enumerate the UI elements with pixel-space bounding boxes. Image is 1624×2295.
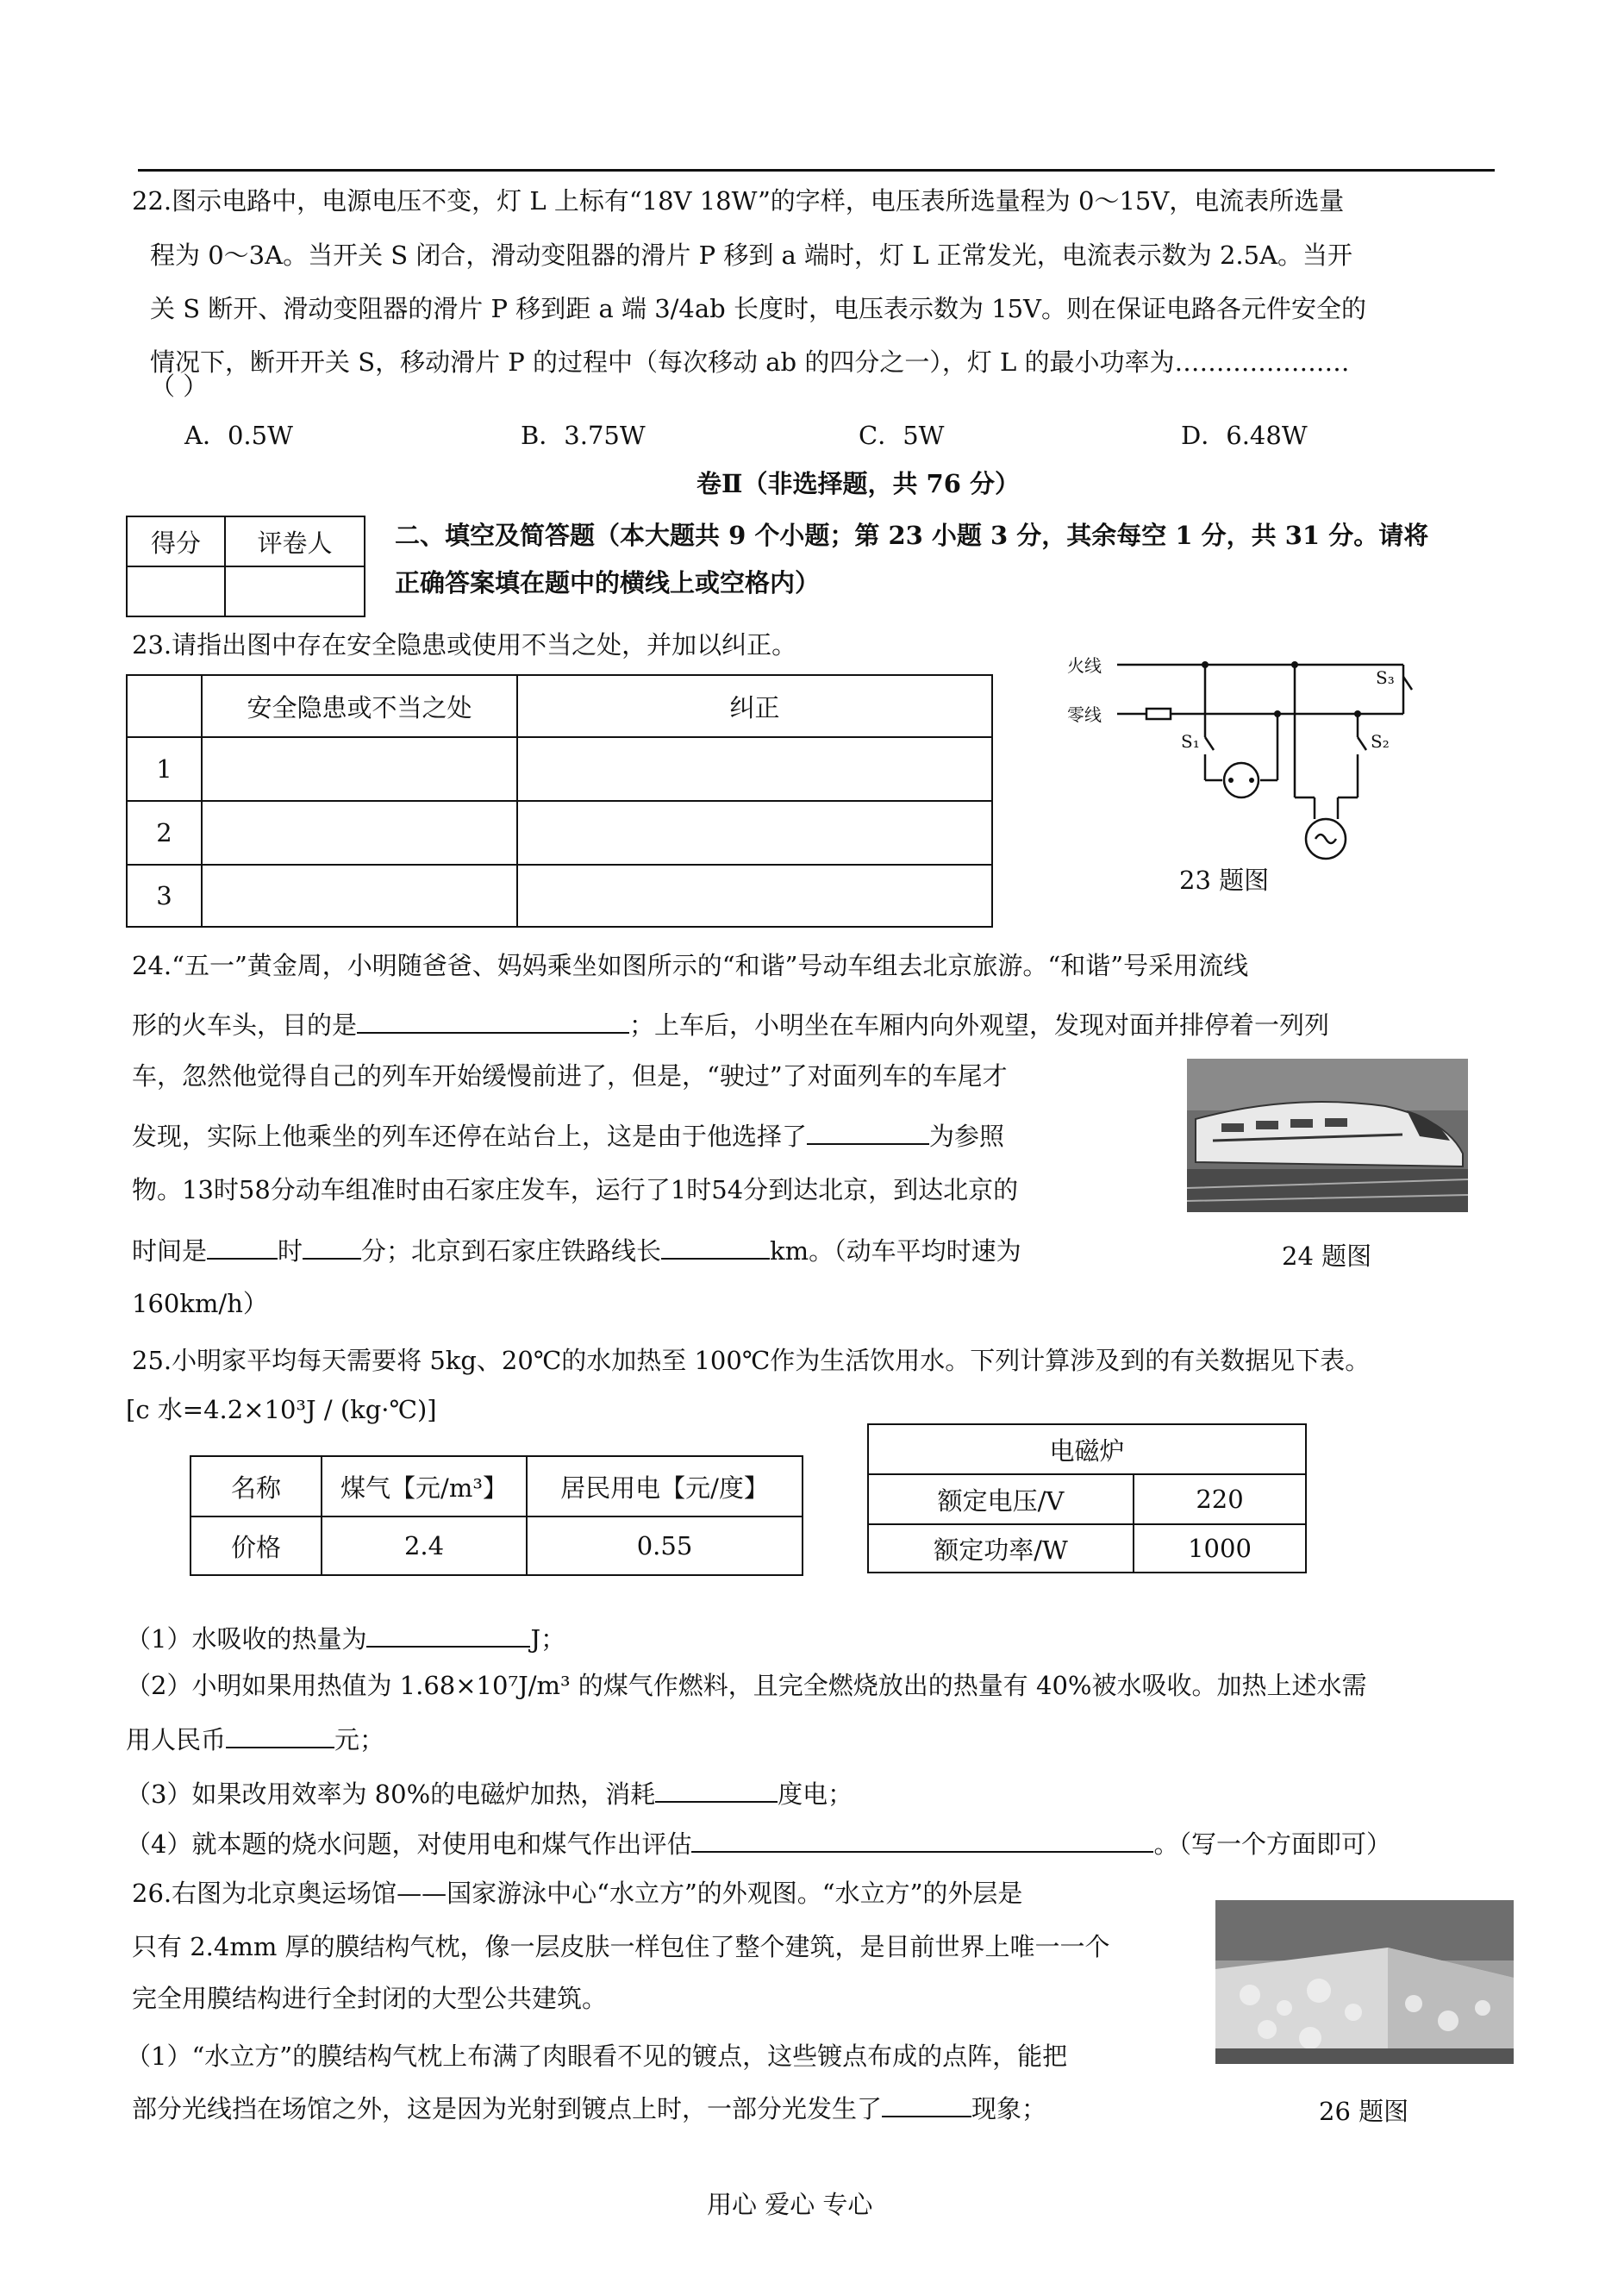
cooker-power-label: 额定功率/W (868, 1524, 1134, 1573)
q25-blank-evaluation[interactable] (691, 1827, 1153, 1853)
q24-line4-start: 发现，实际上他乘坐的列车还停在站台上，这是由于他选择了 (132, 1122, 808, 1151)
q26-blank-phenomenon[interactable] (882, 2092, 971, 2117)
q24-line5: 物。13时58分动车组准时由石家庄发车，运行了1时54分到达北京，到达北京的 (132, 1175, 1019, 1204)
q23-correction-cell[interactable] (517, 801, 992, 865)
price-electricity-value: 0.55 (527, 1516, 803, 1575)
q24-line4 (132, 1119, 1004, 1149)
q25-sub4 (126, 1827, 1391, 1857)
q24-line7: 160km/h） (132, 1289, 268, 1318)
q22-line2: 程为 0～3A。当开关 S 闭合，滑动变阻器的滑片 P 移到 a 端时，灯 L 正常发光，电流表示数为 2.5A。当开 (150, 241, 1353, 270)
q25-blank-heat[interactable] (366, 1622, 530, 1648)
q26-sub1-line2 (132, 2092, 1046, 2122)
q22-option-c: C．5W (859, 421, 945, 450)
page-footer: 用心 爱心 专心 (707, 2190, 873, 2219)
q24-line2-end: ；上车后，小明坐在车厢内向外观望，发现对面并排停着一列列 (629, 1010, 1330, 1040)
switch-s2-label: S₂ (1371, 731, 1390, 752)
q23-figure-caption: 23 题图 (1179, 866, 1270, 895)
q24-line2 (132, 1008, 1329, 1038)
q23-correction-cell[interactable] (517, 865, 992, 927)
price-header-gas: 煤气【元/m³】 (322, 1456, 527, 1516)
neutral-wire-label: 零线 (1067, 704, 1102, 725)
q26-line3: 完全用膜结构进行全封闭的大型公共建筑。 (132, 1984, 608, 2013)
q24-blank-minute[interactable] (303, 1234, 361, 1260)
q23-answer-table (126, 674, 993, 928)
q22-line4: 情况下，断开开关 S，移动滑片 P 的过程中（每次移动 ab 的四分之一），灯 L 的最小功率为………………… (150, 347, 1350, 377)
q25-sub4-start: （4）就本题的烧水问题，对使用电和煤气作出评估 (126, 1829, 692, 1859)
price-table (190, 1455, 803, 1576)
q24-line6-start: 时间是 (132, 1236, 208, 1266)
cooker-power-value: 1000 (1134, 1524, 1306, 1573)
q24-blank-distance[interactable] (661, 1234, 770, 1260)
q23-correction-cell[interactable] (517, 737, 992, 801)
score-cell (127, 566, 225, 616)
q25-blank-cost[interactable] (226, 1723, 334, 1748)
price-header-electricity: 居民用电【元/度】 (527, 1456, 803, 1516)
q22-option-a: A．0.5W (184, 421, 293, 450)
q22-option-d: D．6.48W (1181, 421, 1308, 450)
q23-header-correction: 纠正 (517, 675, 992, 737)
q24-line4-end: 为参照 (929, 1122, 1005, 1151)
q24-line1: 24.“五一”黄金周，小明随爸爸、妈妈乘坐如图所示的“和谐”号动车组去北京旅游。“和谐”号采用流线 (132, 951, 1249, 980)
score-table (126, 516, 365, 617)
q25-sub3 (126, 1777, 853, 1807)
q23-hazard-cell[interactable] (202, 801, 517, 865)
q22-line1: 22.图示电路中，电源电压不变，灯 L 上标有“18V 18W”的字样，电压表所选量程为 0～15V，电流表所选量 (132, 186, 1345, 216)
q25-sub2-line1: （2）小明如果用热值为 1.68×10⁷J/m³ 的煤气作燃料，且完全燃烧放出的热量有 40%被水吸收。加热上述水需 (126, 1671, 1367, 1700)
q22-answer-bracket: （ ） (150, 372, 209, 401)
price-row-label: 价格 (191, 1516, 322, 1575)
q26-sub1-end: 现象； (971, 2094, 1047, 2123)
q25-sub1-end: J； (530, 1624, 566, 1654)
grader-header: 评卷人 (225, 516, 365, 566)
q22-option-b: B．3.75W (521, 421, 646, 450)
price-header-name: 名称 (191, 1456, 322, 1516)
q24-line6-mid: 分；北京到石家庄铁路线长 (361, 1236, 662, 1266)
q23-header-index (127, 675, 202, 737)
q25-specific-heat: [c 水=4.2×10³J / (kg·℃)] (126, 1395, 437, 1424)
q26-sub1-start: 部分光线挡在场馆之外，这是因为光射到镀点上时，一部分光发生了 (132, 2094, 883, 2123)
q23-header-hazard: 安全隐患或不当之处 (202, 675, 517, 737)
induction-cooker-table (867, 1423, 1307, 1573)
q23-row-index: 1 (127, 737, 202, 801)
q25-sub4-end: 。（写一个方面即可） (1153, 1829, 1391, 1859)
q23-row-index: 3 (127, 865, 202, 927)
switch-s1-label: S₁ (1181, 731, 1200, 752)
q23-circuit-diagram (1060, 642, 1422, 866)
section-2-heading-line2: 正确答案填在题中的横线上或空格内） (395, 568, 821, 597)
live-wire-label: 火线 (1067, 655, 1102, 676)
price-gas-value: 2.4 (322, 1516, 527, 1575)
q24-figure-caption: 24 题图 (1282, 1241, 1372, 1271)
q26-line2: 只有 2.4mm 厚的膜结构气枕，像一层皮肤一样包住了整个建筑，是目前世界上唯一一个 (132, 1932, 1110, 1961)
q26-line1: 26.右图为北京奥运场馆——国家游泳中心“水立方”的外观图。“水立方”的外层是 (132, 1879, 1023, 1908)
cooker-title: 电磁炉 (868, 1424, 1306, 1474)
q25-sub2-start: 用人民币 (126, 1725, 227, 1754)
q24-blank-reference[interactable] (807, 1119, 929, 1145)
q25-sub2-end: 元； (334, 1725, 385, 1754)
q24-line6-end: km。（动车平均时速为 (770, 1236, 1021, 1266)
cooker-voltage-value: 220 (1134, 1474, 1306, 1524)
section-2-heading-line1: 二、填空及简答题（本大题共 9 个小题；第 23 小题 3 分，其余每空 1 分，共 31 分。请将 (395, 521, 1429, 550)
q23-prompt: 23.请指出图中存在安全隐患或使用不当之处，并加以纠正。 (132, 630, 797, 660)
water-cube-photo (1215, 1900, 1514, 2064)
q25-line1: 25.小明家平均每天需要将 5kg、20℃的水加热至 100℃作为生活饮用水。下列计算涉及到的有关数据见下表。 (132, 1346, 1371, 1375)
q26-sub1-line1: （1）“水立方”的膜结构气枕上布满了肉眼看不见的镀点，这些镀点布成的点阵，能把 (126, 2042, 1068, 2071)
switch-s3-label: S₃ (1376, 667, 1395, 688)
cooker-voltage-label: 额定电压/V (868, 1474, 1134, 1524)
q24-line2-start: 形的火车头，目的是 (132, 1010, 358, 1040)
section-2-title: 卷Ⅱ（非选择题，共 76 分） (696, 469, 1020, 498)
q24-line6-hour: 时 (278, 1236, 303, 1266)
header-rule (138, 169, 1495, 172)
q25-sub3-end: 度电； (778, 1779, 853, 1809)
q25-sub2-line2 (126, 1723, 384, 1753)
q26-figure-caption: 26 题图 (1319, 2097, 1409, 2126)
q24-line6 (132, 1234, 1021, 1264)
q24-line3: 车，忽然他觉得自己的列车开始缓慢前进了，但是，“驶过”了对面列车的车尾才 (132, 1061, 1008, 1091)
q25-blank-electricity[interactable] (655, 1777, 778, 1803)
train-photo (1187, 1059, 1468, 1212)
q23-row-index: 2 (127, 801, 202, 865)
score-header: 得分 (127, 516, 225, 566)
q24-blank-purpose[interactable] (357, 1008, 629, 1034)
q25-sub1-start: （1）水吸收的热量为 (126, 1624, 367, 1654)
q25-sub1 (126, 1622, 565, 1652)
q25-sub3-start: （3）如果改用效率为 80%的电磁炉加热，消耗 (126, 1779, 656, 1809)
q23-hazard-cell[interactable] (202, 865, 517, 927)
grader-cell (225, 566, 365, 616)
q24-blank-hour[interactable] (207, 1234, 278, 1260)
q23-hazard-cell[interactable] (202, 737, 517, 801)
q22-line3: 关 S 断开、滑动变阻器的滑片 P 移到距 a 端 3/4ab 长度时，电压表示数为 15V。则在保证电路各元件安全的 (150, 294, 1367, 323)
